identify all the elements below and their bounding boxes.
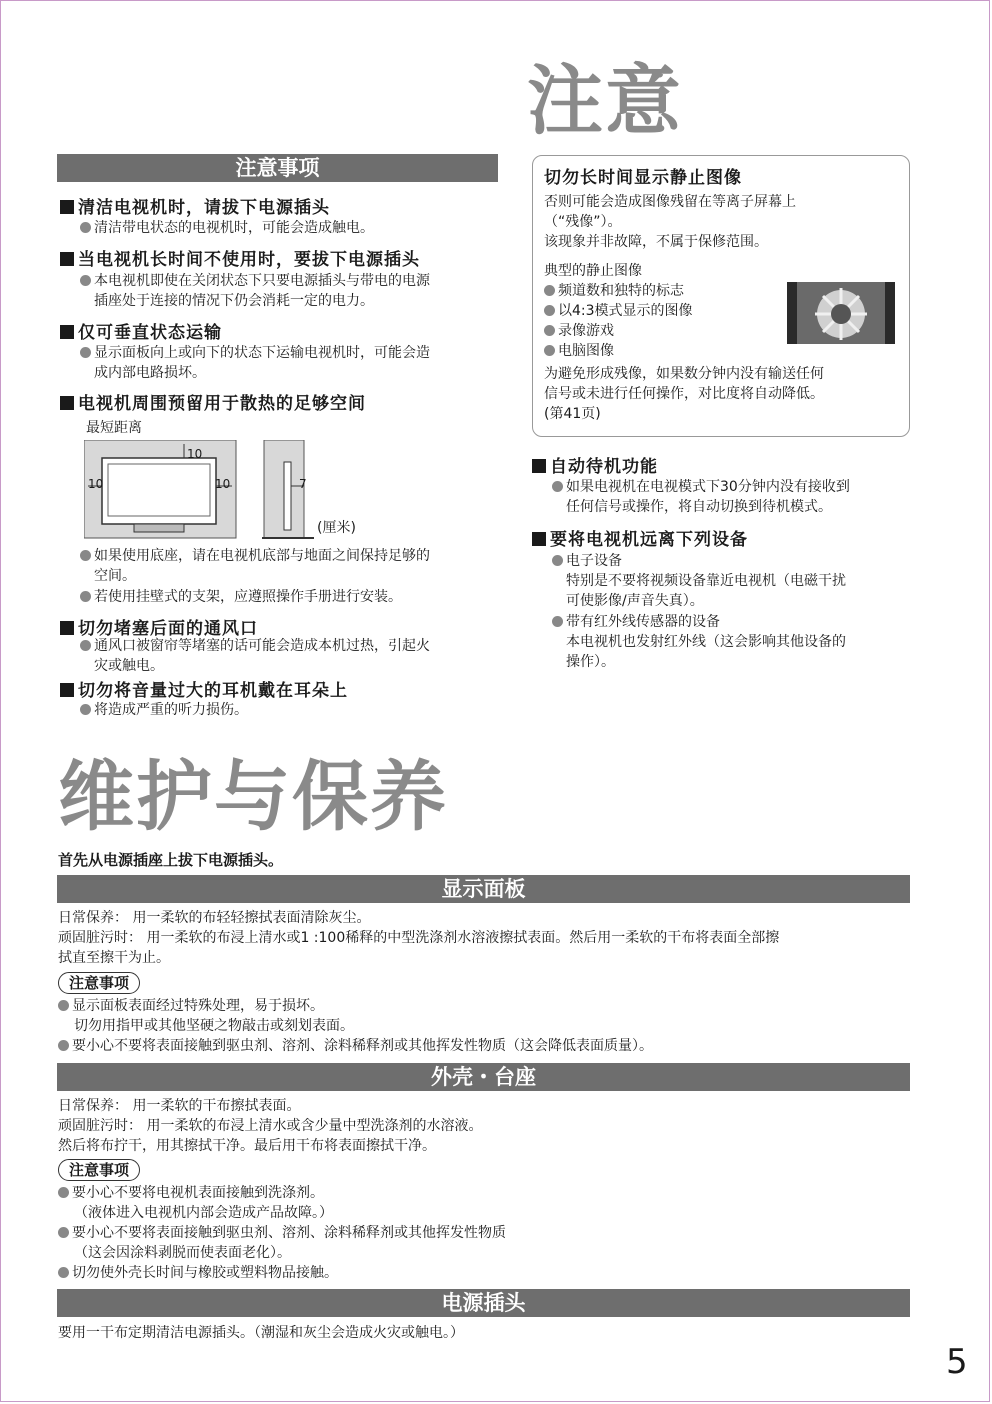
clean-heading: 清洁电视机时，请拔下电源插头: [60, 193, 330, 218]
page-title: 注意: [527, 56, 683, 145]
still-line2: （“残像”）。: [544, 214, 622, 230]
plug-text: 要用一干布定期清洁电源插头。（潮湿和灰尘会造成火灾或触电。）: [58, 1325, 464, 1341]
maintenance-intro: 首先从电源插座上拔下电源插头。: [58, 851, 284, 869]
vent-bullet: 通风口被窗帘等堵塞的话可能会造成本机过热，引起火 灾或触电。: [80, 636, 430, 676]
still-note1: 为避免形成残像，如果数分钟内没有输送任何: [544, 366, 824, 382]
cabinet-caution-1: 要小心不要将电视机表面接触到洗涤剂。: [58, 1183, 324, 1203]
flower-image: [787, 282, 895, 344]
cabinet-dirty-1: 顽固脏污时： 用一柔软的布浸上清水或含少量中型洗涤剂的水溶液。: [58, 1118, 483, 1134]
devices-item2-desc2: 操作）。: [566, 654, 615, 670]
panel-caution-label: 注意事项: [58, 972, 140, 994]
panel-bar: 显示面板: [57, 875, 910, 903]
cabinet-caution-2: 要小心不要将表面接触到驱虫剂、溶剂、涂料稀释剂或其他挥发性物质: [58, 1223, 506, 1243]
cabinet-bar: 外壳・台座: [57, 1063, 910, 1091]
plug-bar: 电源插头: [57, 1289, 910, 1317]
still-item2: 以4:3模式显示的图像: [544, 301, 693, 321]
still-note2: 信号或未进行任何操作，对比度将自动降低。: [544, 386, 824, 402]
cabinet-caution-1b: （液体进入电视机内部会造成产品故障。）: [74, 1205, 333, 1221]
dim-top: 10: [187, 447, 203, 461]
headphone-bullet: 将造成严重的听力损伤。: [80, 700, 248, 720]
unit-label: (厘米): [317, 520, 356, 536]
cabinet-dirty-2: 然后将布拧干，用其擦拭干净。最后用干布将表面擦拭干净。: [58, 1138, 436, 1154]
still-image-heading: 切勿长时间显示静止图像: [544, 168, 742, 188]
unplug-bullet: 本电视机即使在关闭状态下只要电源插头与带电的电源 插座处于连接的情况下仍会消耗一定的电力。: [80, 271, 430, 311]
cabinet-caution-3: 切勿使外壳长时间与橡胶或塑料物品接触。: [58, 1263, 338, 1283]
upright-heading: 仅可垂直状态运输: [60, 318, 222, 343]
panel-dirty-1: 顽固脏污时： 用一柔软的布浸上清水或1 :100稀释的中型洗涤剂水溶液擦拭表面。然后用一柔软的干布将表面全部擦: [58, 930, 780, 946]
devices-item2-desc1: 本电视机也发射红外线（这会影响其他设备的: [566, 634, 846, 650]
still-line3: 该现象并非故障，不属于保修范围。: [544, 234, 768, 250]
base-bullet: 如果使用底座，请在电视机底部与地面之间保持足够的 空间。: [80, 546, 430, 586]
precautions-bar: 注意事项: [57, 154, 498, 182]
devices-item2: 带有红外线传感器的设备: [552, 612, 720, 632]
panel-caution-1: 显示面板表面经过特殊处理，易于损坏。: [58, 996, 324, 1016]
space-heading: 电视机周围预留用于散热的足够空间: [60, 389, 366, 414]
dim-right: 10: [215, 477, 231, 491]
panel-daily: 日常保养： 用一柔软的布轻轻擦拭表面清除灰尘。: [58, 910, 371, 926]
still-item1: 频道数和独特的标志: [544, 281, 684, 301]
cabinet-daily: 日常保养： 用一柔软的干布擦拭表面。: [58, 1098, 301, 1114]
still-item4: 电脑图像: [544, 341, 614, 361]
standby-heading: 自动待机功能: [532, 452, 658, 477]
min-distance-label: 最短距离: [86, 420, 142, 436]
devices-item1: 电子设备: [552, 551, 622, 571]
page-number: 5: [946, 1342, 968, 1382]
devices-heading: 要将电视机远离下列设备: [532, 525, 748, 550]
panel-caution-1b: 切勿用指甲或其他坚硬之物敲击或刻划表面。: [74, 1018, 354, 1034]
clean-bullet: 清洁带电状态的电视机时，可能会造成触电。: [80, 218, 374, 238]
cabinet-caution-label: 注意事项: [58, 1159, 140, 1181]
devices-item1-desc1: 特别是不要将视频设备靠近电视机（电磁干扰: [566, 573, 846, 589]
vent-heading: 切勿堵塞后面的通风口: [60, 614, 258, 639]
still-line1: 否则可能会造成图像残留在等离子屏幕上: [544, 194, 796, 210]
dim-left: 10: [88, 477, 104, 491]
wall-bullet: 若使用挂壁式的支架，应遵照操作手册进行安装。: [80, 587, 402, 607]
still-item3: 录像游戏: [544, 321, 614, 341]
upright-bullet: 显示面板向上或向下的状态下运输电视机时，可能会造 成内部电路损坏。: [80, 343, 430, 383]
devices-item1-desc2: 可使影像/声音失真）。: [566, 593, 704, 609]
panel-caution-2: 要小心不要将表面接触到驱虫剂、溶剂、涂料稀释剂或其他挥发性物质（这会降低表面质量）。: [58, 1036, 653, 1056]
still-typical: 典型的静止图像: [544, 263, 642, 279]
maintenance-title: 维护与保养: [58, 752, 448, 841]
unplug-heading: 当电视机长时间不使用时，要拔下电源插头: [60, 245, 420, 270]
dim-side: 7: [299, 477, 307, 491]
cabinet-caution-2b: （这会因涂料剥脱而使表面老化）。: [74, 1245, 291, 1261]
headphone-heading: 切勿将音量过大的耳机戴在耳朵上: [60, 676, 348, 701]
panel-dirty-2: 拭直至擦干为止。: [58, 950, 170, 966]
still-note3: (第41页): [544, 406, 601, 422]
standby-bullet: 如果电视机在电视模式下30分钟内没有接收到 任何信号或操作，将自动切换到待机模式。: [552, 477, 850, 517]
